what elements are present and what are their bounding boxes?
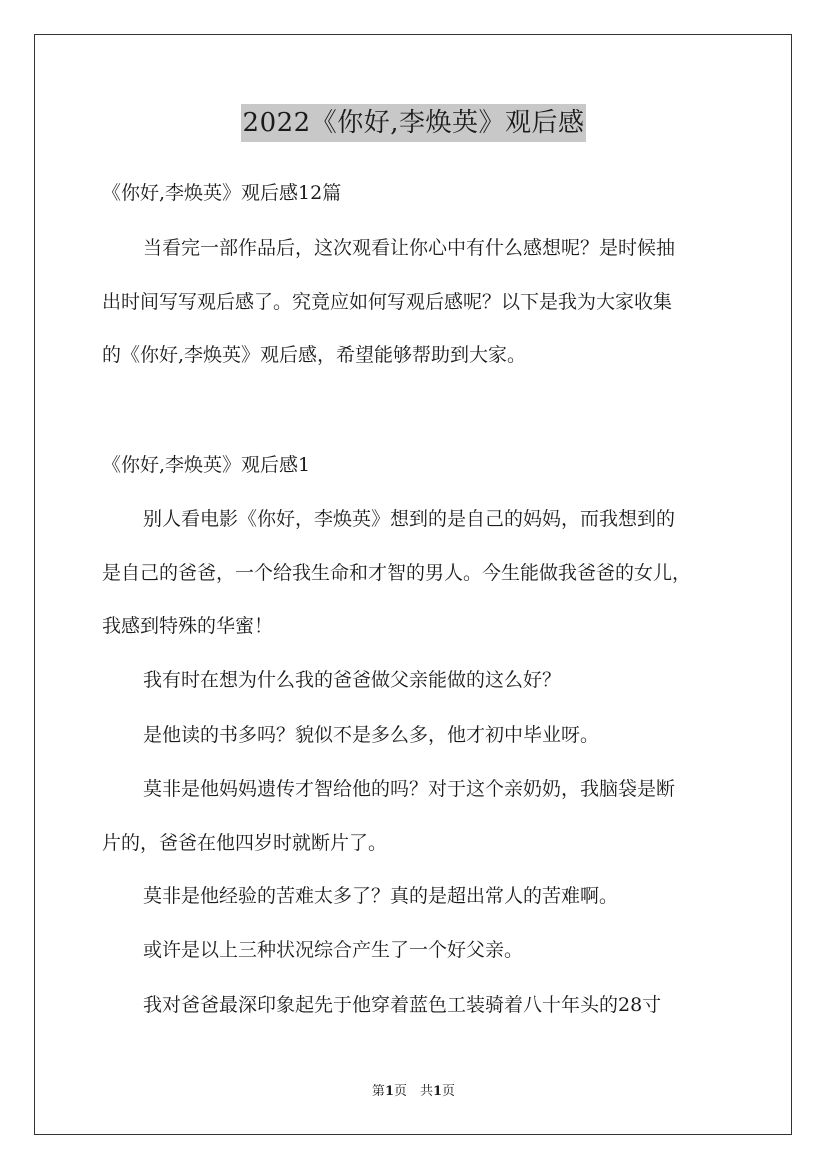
body-line: 别人看电影《你好，李焕英》想到的是自己的妈妈，而我想到的 (143, 508, 676, 530)
document-subtitle: 《你好,李焕英》观后感12篇 (102, 182, 342, 204)
body-line: 是他读的书多吗？貌似不是多么多，他才初中毕业呀。 (143, 724, 600, 746)
section-heading: 《你好,李焕英》观后感1 (102, 454, 311, 476)
footer-page-mid: 页 共 (393, 1084, 433, 1099)
footer-page-suffix: 页 (442, 1084, 456, 1099)
intro-line: 当看完一部作品后，这次观看让你心中有什么感想呢？是时候抽 (143, 237, 676, 259)
intro-line: 出时间写写观后感了。究竟应如何写观后感呢？以下是我为大家收集 (102, 291, 673, 313)
title-container (0, 104, 827, 142)
footer-page-prefix: 第 (371, 1084, 385, 1099)
body-line: 或许是以上三种状况综合产生了一个好父亲。 (143, 939, 524, 961)
page-footer (0, 1084, 827, 1100)
intro-line: 的《你好,李焕英》观后感，希望能够帮助到大家。 (102, 344, 527, 366)
body-line: 莫非是他经验的苦难太多了？真的是超出常人的苦难啊。 (143, 885, 619, 907)
body-line: 我感到特殊的华蜜！ (102, 615, 274, 637)
body-line: 莫非是他妈妈遗传才智给他的吗？对于这个亲奶奶，我脑袋是断 (143, 778, 676, 800)
body-line: 我有时在想为什么我的爸爸做父亲能做的这么好？ (143, 669, 562, 691)
footer-page-total: 1 (433, 1084, 443, 1099)
body-line: 片的，爸爸在他四岁时就断片了。 (102, 832, 388, 854)
footer-page-current: 1 (384, 1084, 394, 1099)
document-title: 2022《你好,李焕英》观后感 (241, 104, 587, 142)
body-line: 是自己的爸爸，一个给我生命和才智的男人。今生能做我爸爸的女儿， (102, 562, 692, 584)
body-line: 我对爸爸最深印象起先于他穿着蓝色工装骑着八十年头的28寸 (143, 994, 662, 1016)
